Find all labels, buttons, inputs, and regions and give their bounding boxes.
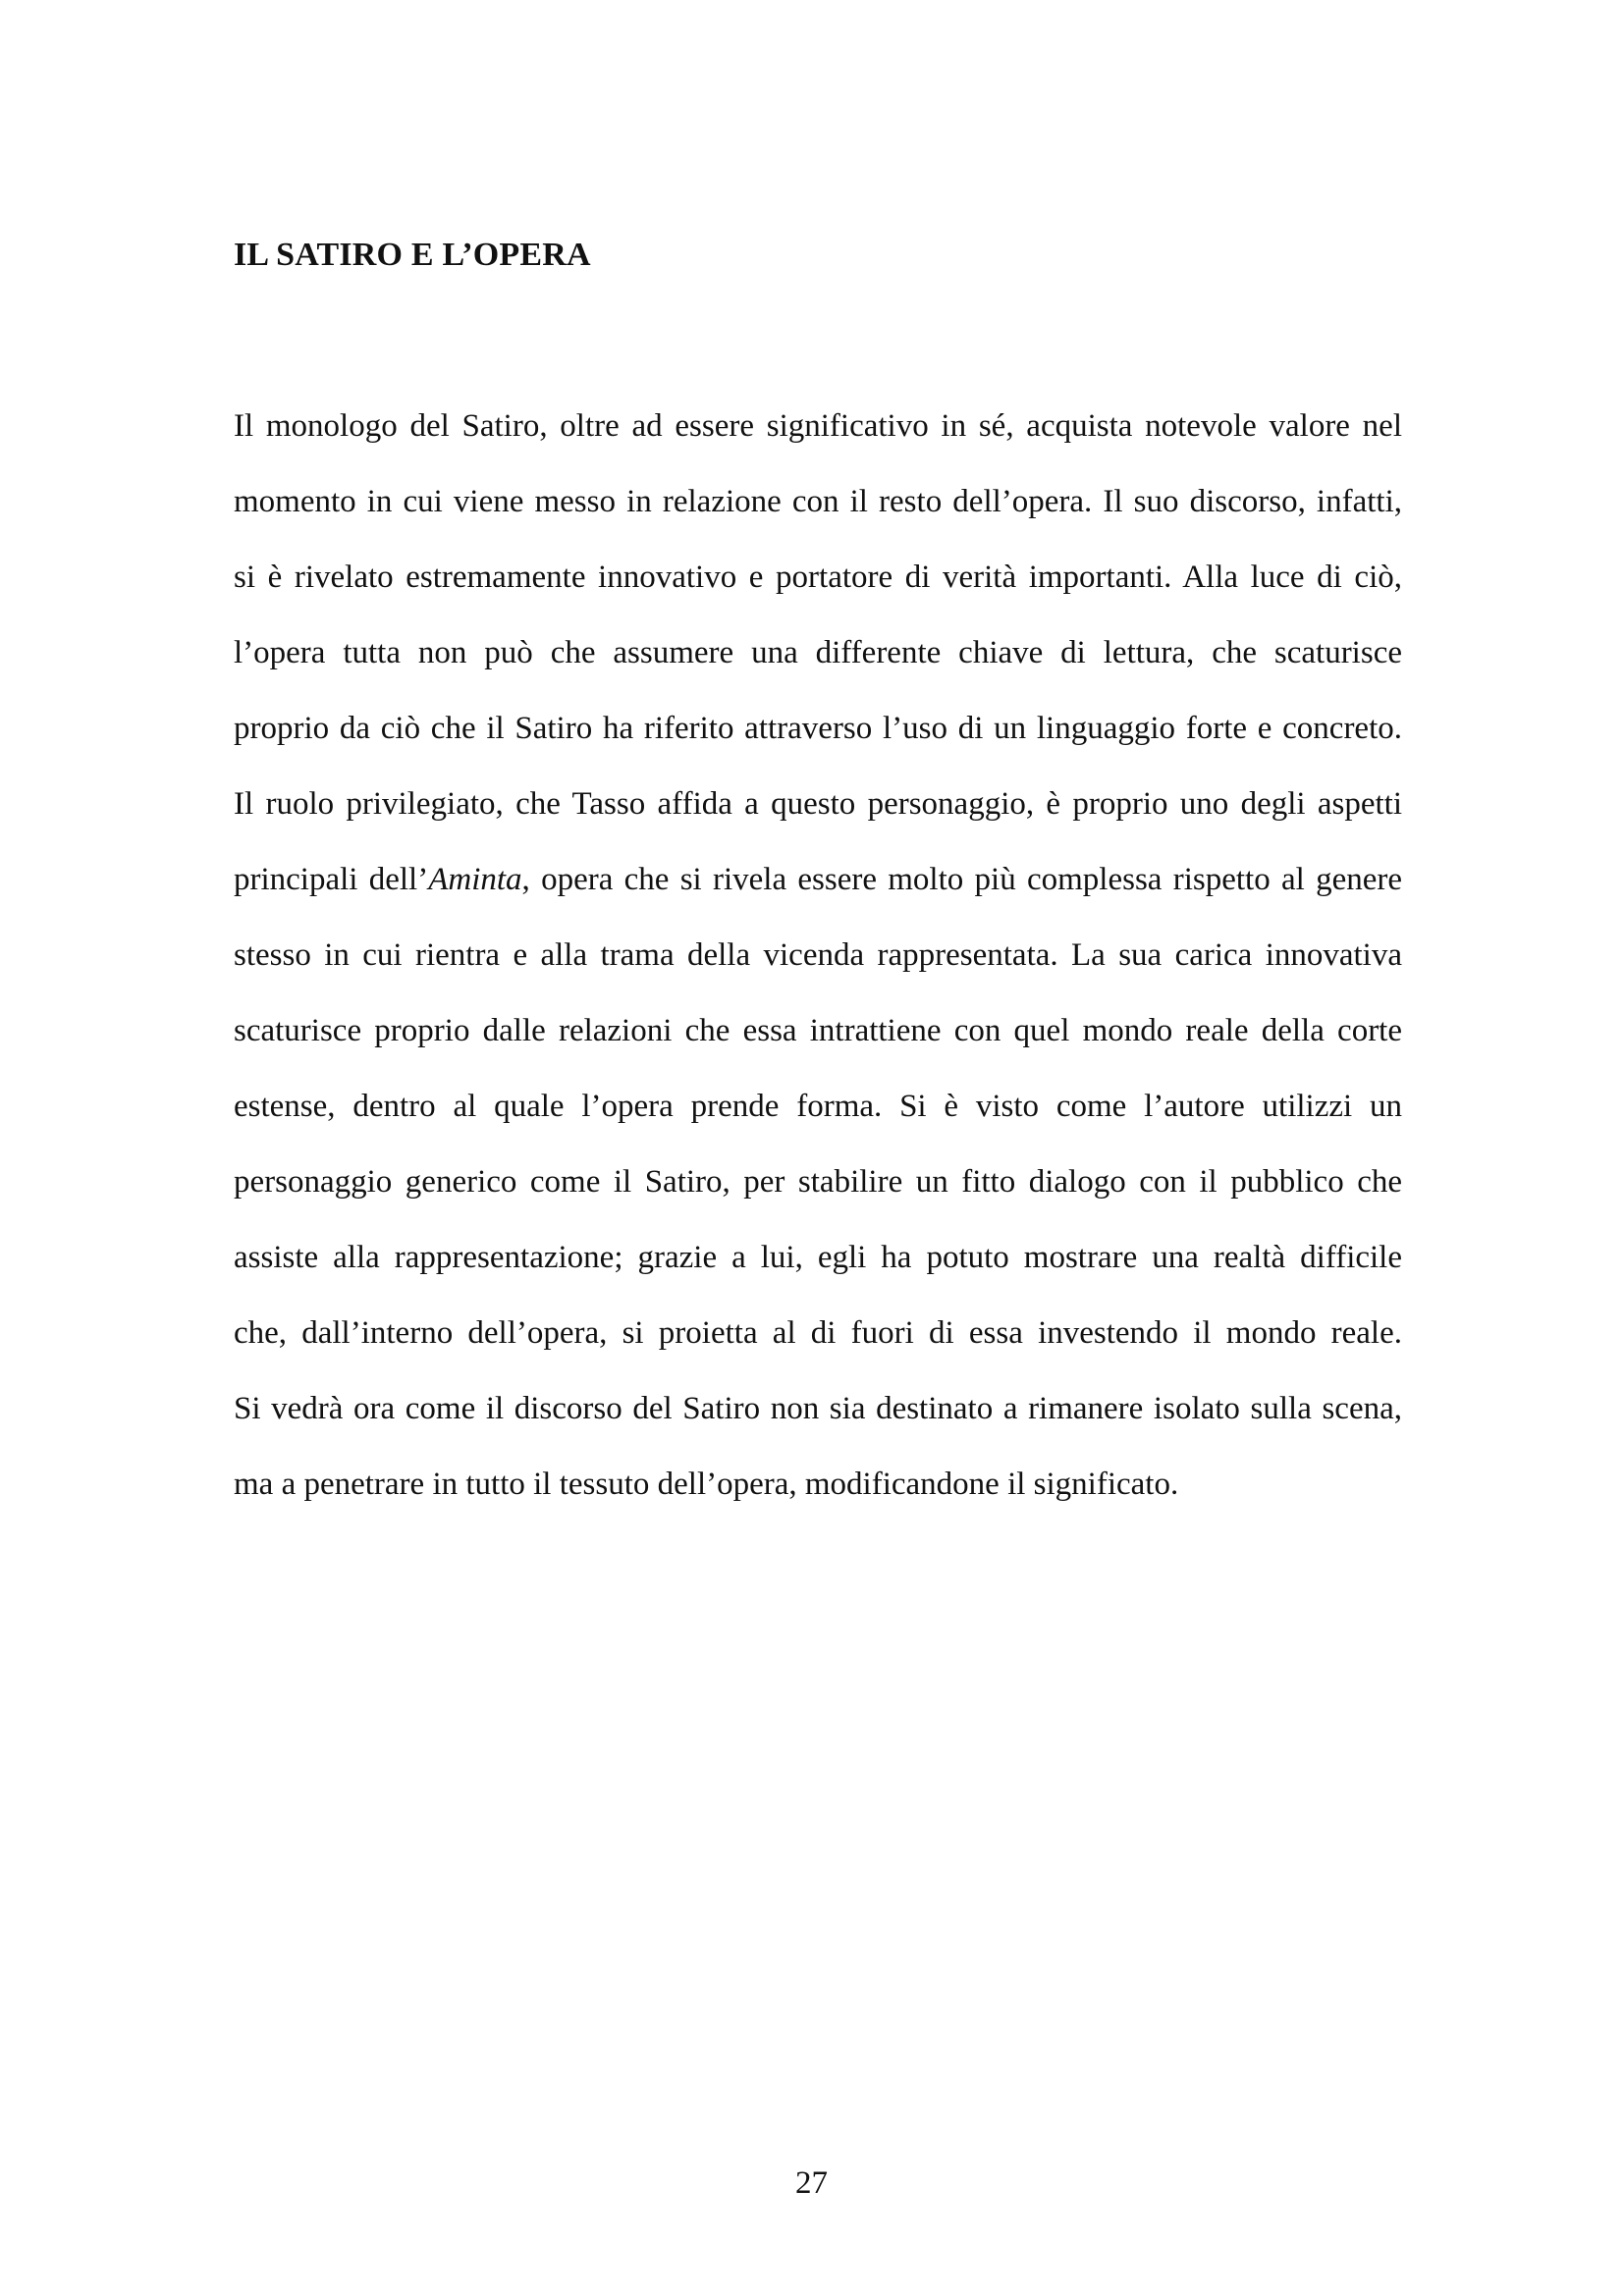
text-line: ma a penetrare in tutto il tessuto dell’opera, modificandone il significato. (234, 1467, 1179, 1502)
page-number: 27 (795, 2165, 828, 2201)
text-line: momento in cui viene messo in relazione con il resto dell’opera. Il suo discorso, infatti, (234, 484, 1402, 519)
body-paragraph (234, 389, 1402, 1522)
text-fragment: principali dell’ (234, 862, 429, 897)
text-line: si è rivelato estremamente innovativo e portatore di verità importanti. Alla luce di ciò, (234, 560, 1402, 595)
text-line: Il ruolo privilegiato, che Tasso affida a questo personaggio, è proprio uno degli aspetti (234, 786, 1402, 822)
text-fragment: , opera che si rivela essere molto più complessa rispetto al genere (521, 862, 1402, 897)
text-line: l’opera tutta non può che assumere una differente chiave di lettura, che scaturisce (234, 635, 1402, 670)
text-line: che, dall’interno dell’opera, si proietta al di fuori di essa investendo il mondo reale. (234, 1315, 1402, 1351)
text-line: stesso in cui rientra e alla trama della vicenda rappresentata. La sua carica innovativa (234, 937, 1402, 973)
text-line: proprio da ciò che il Satiro ha riferito attraverso l’uso di un linguaggio forte e concreto. (234, 711, 1402, 746)
text-line: scaturisce proprio dalle relazioni che essa intrattiene con quel mondo reale della corte (234, 1013, 1402, 1048)
text-line (234, 842, 1402, 918)
italic-title: Aminta (428, 862, 522, 897)
text-line: Il monologo del Satiro, oltre ad essere significativo in sé, acquista notevole valore nel (234, 408, 1402, 444)
text-line: assiste alla rappresentazione; grazie a lui, egli ha potuto mostrare una realtà difficile (234, 1240, 1402, 1275)
section-title: IL SATIRO E L’OPERA (234, 237, 591, 273)
text-line: estense, dentro al quale l’opera prende forma. Si è visto come l’autore utilizzi un (234, 1089, 1402, 1124)
text-line: personaggio generico come il Satiro, per stabilire un fitto dialogo con il pubblico che (234, 1164, 1402, 1200)
text-line: Si vedrà ora come il discorso del Satiro non sia destinato a rimanere isolato sulla scena, (234, 1391, 1402, 1426)
